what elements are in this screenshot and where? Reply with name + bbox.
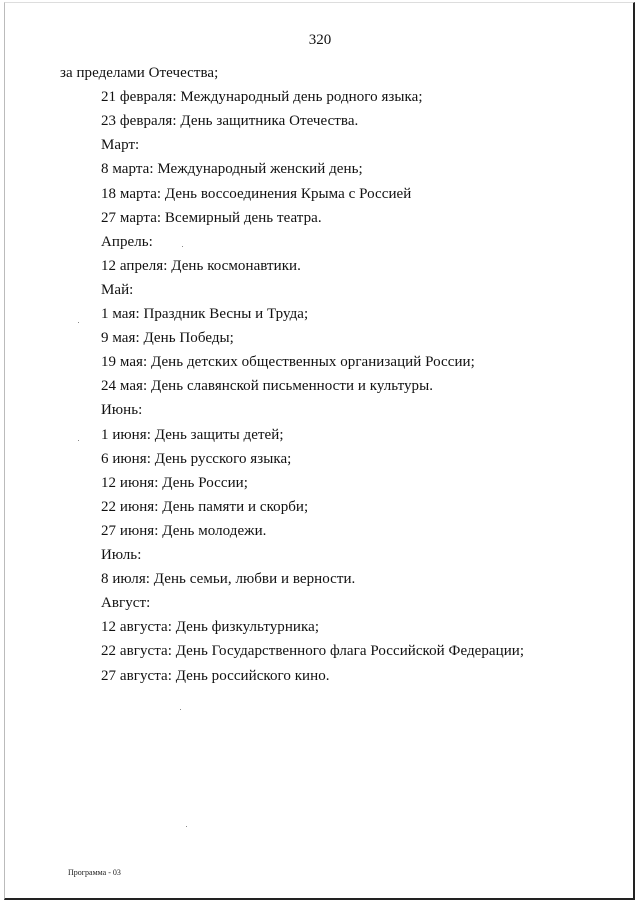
list-item: Июнь: (101, 402, 143, 418)
list-item: 27 августа: День российского кино. (101, 668, 330, 684)
list-item: 8 марта: Международный женский день; (101, 161, 363, 177)
list-item: 12 июня: День России; (101, 475, 248, 491)
scan-speck (78, 440, 79, 441)
list-item: 8 июля: День семьи, любви и верности. (101, 571, 356, 587)
list-item: Март: (101, 137, 140, 153)
scan-speck (180, 709, 181, 710)
scan-speck (78, 322, 79, 323)
list-item: Апрель: (101, 234, 153, 250)
list-item: 9 мая: День Победы; (101, 330, 234, 346)
footer-label: Программа - 03 (68, 868, 121, 877)
list-item: 24 мая: День славянской письменности и культуры. (101, 378, 434, 394)
list-item: 18 марта: День воссоединения Крыма с Россией (101, 186, 412, 202)
list-item: 21 февраля: Международный день родного языка; (101, 89, 423, 105)
list-item: 27 июня: День молодежи. (101, 523, 267, 539)
list-item: Август: (101, 595, 151, 611)
list-item: 12 августа: День физкультурника; (101, 619, 320, 635)
page-border (4, 2, 635, 900)
list-item: Май: (101, 282, 134, 298)
scan-speck (186, 826, 187, 827)
list-item: 1 мая: Праздник Весны и Труда; (101, 306, 309, 322)
list-item: 12 апреля: День космонавтики. (101, 258, 301, 274)
list-item: 6 июня: День русского языка; (101, 451, 292, 467)
scan-speck (182, 246, 183, 247)
paragraph-continuation: за пределами Отечества; (60, 65, 219, 81)
list-item: 19 мая: День детских общественных организаций России; (101, 354, 475, 370)
list-item: Июль: (101, 547, 142, 563)
list-item: 1 июня: День защиты детей; (101, 427, 284, 443)
list-item: 27 марта: Всемирный день театра. (101, 210, 322, 226)
list-item: 22 июня: День памяти и скорби; (101, 499, 309, 515)
page-number: 320 (308, 32, 332, 48)
list-item: 23 февраля: День защитника Отечества. (101, 113, 359, 129)
list-item: 22 августа: День Государственного флага Российской Федерации; (101, 643, 525, 659)
